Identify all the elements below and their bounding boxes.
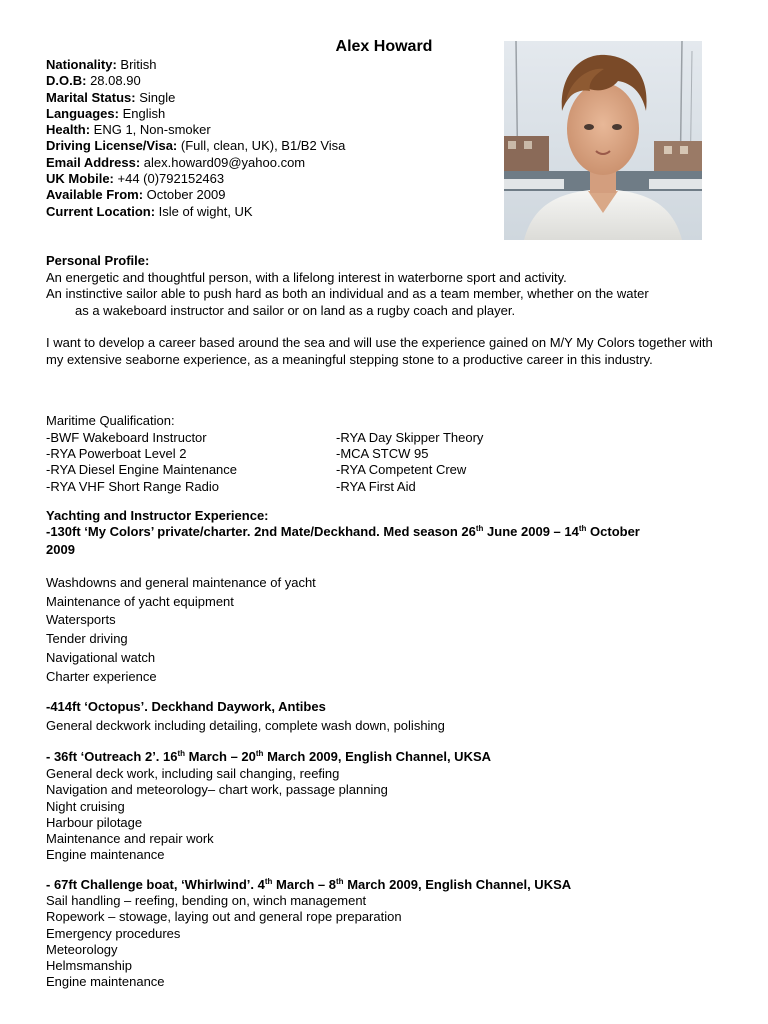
qualification-item: -RYA First Aid bbox=[336, 478, 416, 494]
detail-label: D.O.B: bbox=[46, 73, 87, 89]
job-duties-my-colors bbox=[46, 574, 316, 686]
duty-item: Maintenance of yacht equipment bbox=[46, 593, 234, 609]
duty-item: Meteorology bbox=[46, 941, 118, 957]
duty-item: Harbour pilotage bbox=[46, 814, 143, 830]
profile-photo-image bbox=[504, 41, 702, 240]
detail-value: 28.08.90 bbox=[86, 73, 141, 89]
job-title-outreach bbox=[46, 749, 726, 766]
detail-value: alex.howard09@yahoo.com bbox=[140, 154, 306, 170]
duty-item: Sail handling – reefing, bending on, winch management bbox=[46, 893, 367, 908]
job-title-part: -130ft ‘My Colors’ private/charter. 2nd Mate/Deckhand. Med season 26 bbox=[46, 524, 476, 539]
personal-details bbox=[46, 57, 345, 220]
detail-value: Single bbox=[135, 89, 176, 105]
qualification-item: -RYA Competent Crew bbox=[336, 462, 467, 478]
detail-label: Health: bbox=[46, 122, 91, 138]
job-title-my-colors bbox=[46, 523, 726, 559]
job-title-part: 2009 bbox=[46, 542, 75, 557]
duty-item: Helmsmanship bbox=[46, 958, 132, 974]
qualification-item: -RYA Day Skipper Theory bbox=[336, 430, 484, 445]
duty-item: Engine maintenance bbox=[46, 847, 165, 863]
detail-marital-status bbox=[46, 90, 345, 106]
detail-value: +44 (0)792152463 bbox=[113, 171, 225, 187]
job-title-sup: th bbox=[336, 877, 344, 886]
duty-item: Maintenance and repair work bbox=[46, 831, 214, 847]
detail-dob bbox=[46, 73, 345, 89]
profile-photo bbox=[504, 41, 702, 240]
duty-item: Emergency procedures bbox=[46, 925, 181, 941]
job-title-sup: th bbox=[264, 877, 273, 886]
duty-item: Ropework – stowage, laying out and general rope preparation bbox=[46, 909, 402, 925]
detail-value: ENG 1, Non-smoker bbox=[90, 122, 211, 138]
profile-line: An instinctive sailor able to push hard as both an individual and as a team member, whether on the water bbox=[46, 286, 649, 301]
detail-email bbox=[46, 155, 345, 171]
qualification-list-right bbox=[336, 430, 483, 495]
duty-item: General deck work, including sail changing, reefing bbox=[46, 766, 340, 781]
duty-item: Charter experience bbox=[46, 668, 157, 684]
cv-name: Alex Howard bbox=[335, 38, 433, 55]
qualification-item: -MCA STCW 95 bbox=[336, 446, 429, 462]
detail-available bbox=[46, 187, 345, 203]
job-title-sup: th bbox=[475, 524, 484, 533]
qualification-item: -RYA Powerboat Level 2 bbox=[46, 446, 187, 462]
detail-health bbox=[46, 122, 345, 138]
duty-item: Washdowns and general maintenance of yacht bbox=[46, 575, 316, 590]
job-title-part: March – 8 bbox=[272, 877, 337, 892]
duty-item: General deckwork including detailing, complete wash down, polishing bbox=[46, 718, 445, 733]
detail-location bbox=[46, 204, 345, 220]
job-title-octopus: -414ft ‘Octopus’. Deckhand Daywork, Antibes bbox=[46, 699, 326, 714]
duty-item: Navigational watch bbox=[46, 649, 156, 665]
qualification-list-left bbox=[46, 430, 237, 495]
job-title-sup: th bbox=[177, 749, 186, 758]
detail-license bbox=[46, 138, 345, 154]
job-duties-whirlwind bbox=[46, 893, 402, 991]
job-title-part: March – 20 bbox=[185, 749, 256, 764]
duty-item: Watersports bbox=[46, 612, 116, 628]
detail-value: (Full, clean, UK), B1/B2 Visa bbox=[177, 138, 346, 154]
detail-label: Current Location: bbox=[46, 203, 156, 219]
job-duties-octopus bbox=[46, 718, 445, 735]
profile-line: as a wakeboard instructor and sailor or on land as a rugby coach and player. bbox=[75, 302, 516, 318]
detail-label: Marital Status: bbox=[46, 89, 136, 105]
duty-item: Navigation and meteorology– chart work, passage planning bbox=[46, 782, 388, 798]
detail-value: October 2009 bbox=[143, 187, 226, 203]
detail-label: Available From: bbox=[46, 187, 144, 203]
duty-item: Night cruising bbox=[46, 798, 125, 814]
detail-nationality bbox=[46, 57, 345, 73]
qualification-item: -RYA Diesel Engine Maintenance bbox=[46, 462, 238, 478]
job-title-part: March 2009, English Channel, UKSA bbox=[263, 749, 492, 764]
job-title-part: October bbox=[586, 524, 640, 539]
detail-label: Nationality: bbox=[46, 57, 117, 72]
profile-line: An energetic and thoughtful person, with a lifelong interest in waterborne sport and activity. bbox=[46, 269, 567, 285]
experience-heading: Yachting and Instructor Experience: bbox=[46, 508, 269, 523]
job-duties-outreach bbox=[46, 766, 388, 864]
profile-paragraph: I want to develop a career based around the sea and will use the experience gained on M/Y My Colors together with my extensive seaborne experience, as a meaningful stepping stone to a productive career in this industry. bbox=[46, 335, 713, 367]
detail-languages bbox=[46, 106, 345, 122]
job-title-part: March 2009, English Channel, UKSA bbox=[343, 877, 572, 892]
detail-label: Email Address: bbox=[46, 154, 141, 170]
job-title-whirlwind bbox=[46, 877, 726, 894]
detail-label: Languages: bbox=[46, 105, 119, 121]
personal-profile-section bbox=[46, 253, 726, 368]
job-title-sup: th bbox=[255, 749, 264, 758]
detail-label: Driving License/Visa: bbox=[46, 138, 178, 154]
job-title-part: - 67ft Challenge boat, ‘Whirlwind’. 4 bbox=[46, 877, 265, 892]
detail-value: British bbox=[116, 57, 157, 72]
detail-value: English bbox=[118, 105, 166, 121]
detail-label: UK Mobile: bbox=[46, 171, 114, 187]
qualification-item: -RYA VHF Short Range Radio bbox=[46, 478, 219, 494]
profile-heading: Personal Profile: bbox=[46, 253, 150, 268]
duty-item: Engine maintenance bbox=[46, 974, 165, 990]
job-title-part: - 36ft ‘Outreach 2’. 16 bbox=[46, 749, 178, 764]
job-title-part: June 2009 – 14 bbox=[483, 524, 579, 539]
detail-value: Isle of wight, UK bbox=[155, 203, 253, 219]
job-title-sup: th bbox=[578, 524, 587, 533]
detail-mobile bbox=[46, 171, 345, 187]
qualification-heading: Maritime Qualification: bbox=[46, 413, 175, 428]
qualification-item: -BWF Wakeboard Instructor bbox=[46, 430, 207, 445]
duty-item: Tender driving bbox=[46, 631, 128, 647]
